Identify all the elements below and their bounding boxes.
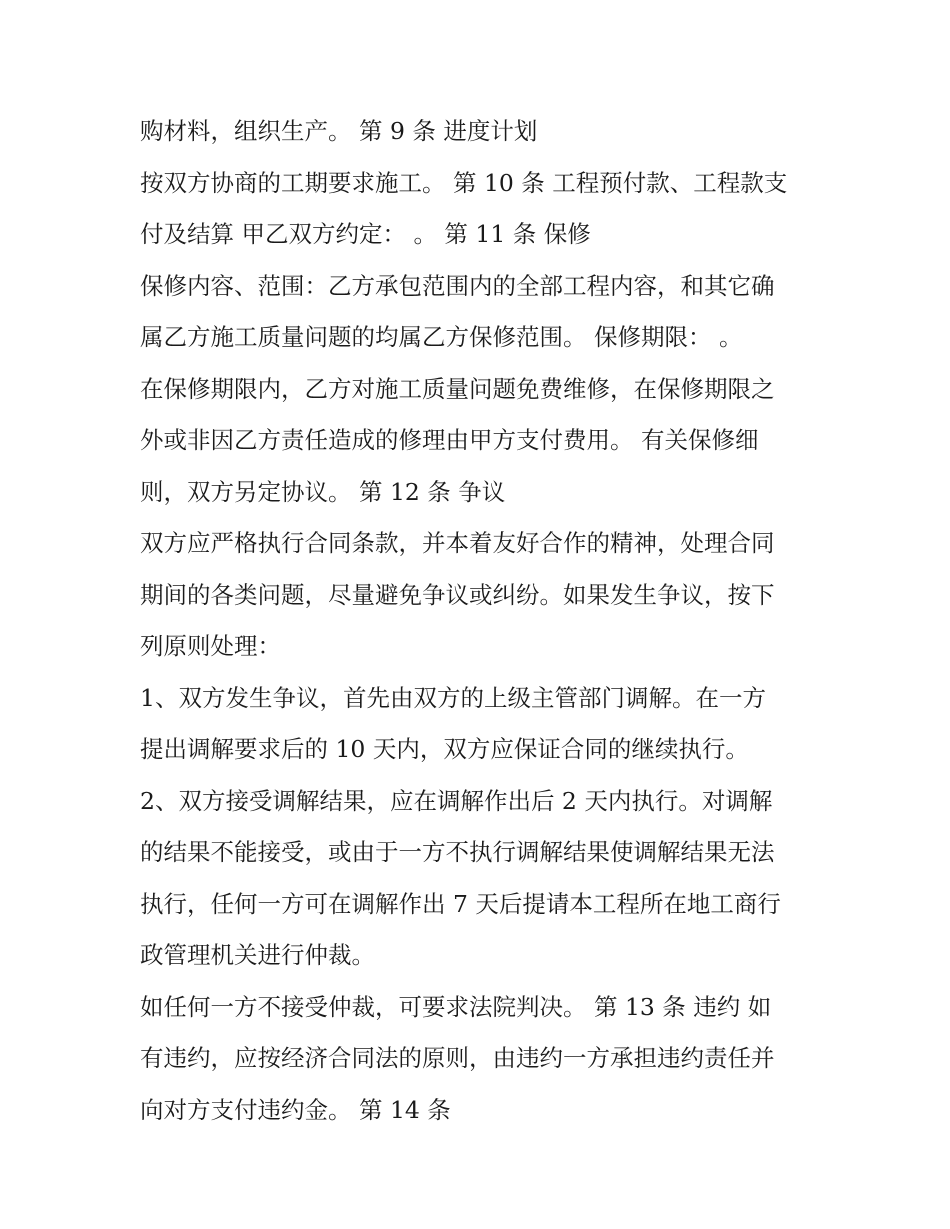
text-line: 的结果不能接受，或由于一方不执行调解结果使调解结果无法 <box>140 838 775 866</box>
text-line: 付及结算 甲乙双方约定： 。 第 11 条 保修 <box>140 220 591 248</box>
text-line: 属乙方施工质量问题的均属乙方保修范围。 保修期限： 。 <box>140 323 743 351</box>
text-line: 1、双方发生争议，首先由双方的上级主管部门调解。在一方 <box>140 683 766 712</box>
text-line: 外或非因乙方责任造成的修理由甲方支付费用。 有关保修细 <box>140 426 759 454</box>
document-body <box>140 106 820 1136</box>
text-line: 购材料，组织生产。 第 9 条 进度计划 <box>140 117 538 145</box>
text-line: 双方应严格执行合同条款，并本着友好合作的精神，处理合同 <box>140 529 775 557</box>
text-line: 提出调解要求后的 10 天内，双方应保证合同的继续执行。 <box>140 735 749 763</box>
text-line: 保修内容、范围：乙方承包范围内的全部工程内容，和其它确 <box>140 271 775 300</box>
text-line: 执行，任何一方可在调解作出 7 天后提请本工程所在地工商行 <box>140 889 781 918</box>
text-line: 期间的各类问题，尽量避免争议或纠纷。如果发生争议，按下 <box>140 580 775 609</box>
text-line: 有违约，应按经济合同法的原则，由违约一方承担违约责任并 <box>140 1044 775 1072</box>
text-line: 政管理机关进行仲裁。 <box>140 941 375 969</box>
text-line: 2、双方接受调解结果，应在调解作出后 2 天内执行。对调解 <box>140 786 773 815</box>
text-line: 则，双方另定协议。 第 12 条 争议 <box>140 477 506 506</box>
text-line: 在保修期限内，乙方对施工质量问题免费维修，在保修期限之 <box>140 374 775 403</box>
text-line: 向对方支付违约金。 第 14 条 <box>140 1095 451 1124</box>
text-line: 按双方协商的工期要求施工。 第 10 条 工程预付款、工程款支 <box>140 168 788 197</box>
text-line: 列原则处理： <box>140 632 281 660</box>
text-line: 如任何一方不接受仲裁，可要求法院判决。 第 13 条 违约 如 <box>140 992 772 1021</box>
